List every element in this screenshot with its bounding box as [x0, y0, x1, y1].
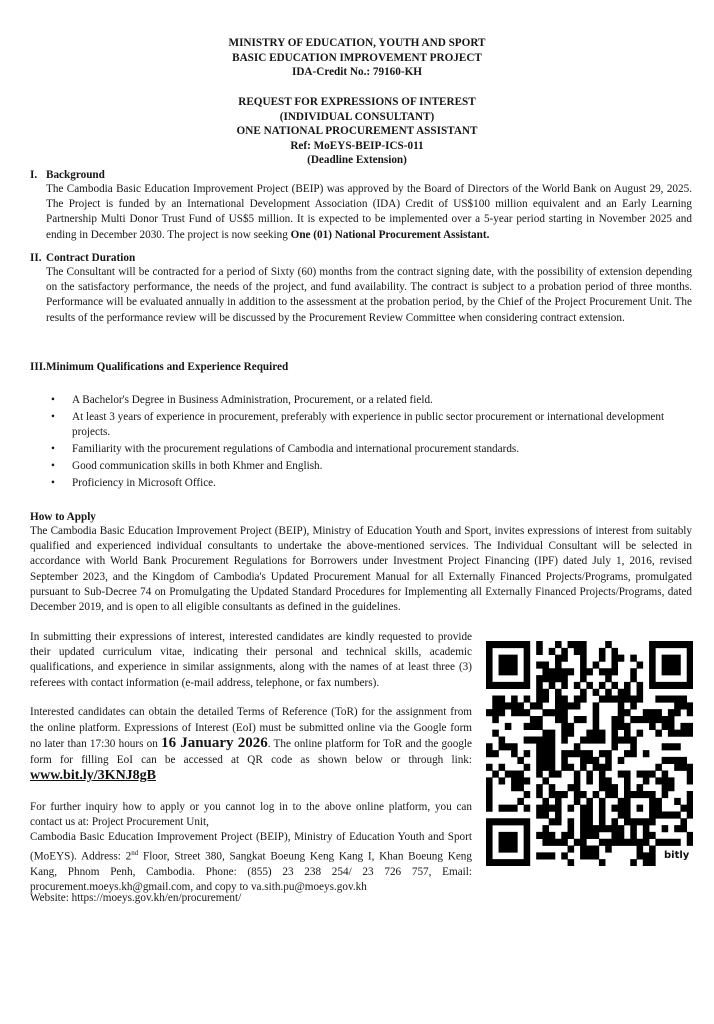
list-item-text: Familiarity with the procurement regulations of Cambodia and international procurement standards. [72, 443, 520, 456]
list-item-text: At least 3 years of experience in procurement, preferably with experience in public sector procurement or international development projects. [72, 410, 665, 439]
document-header [0, 36, 714, 80]
list-item-text: Proficiency in Microsoft Office. [72, 477, 216, 490]
position-title: ONE NATIONAL PROCUREMENT ASSISTANT [236, 125, 478, 138]
how-to-apply-heading: How to Apply [30, 511, 96, 523]
consultant-type: (INDIVIDUAL CONSULTANT) [279, 110, 435, 123]
notice-title-block [0, 95, 714, 168]
list-item [46, 442, 666, 457]
section-background-heading [30, 168, 105, 182]
bullet-icon: • [51, 394, 55, 406]
section-contract-heading [30, 251, 135, 265]
qualifications-list [46, 393, 666, 493]
tor-text-continued: . The online platform for ToR and the google form for filling EoI can be accessed at QR code as shown below or through link: [30, 738, 473, 766]
qr-code-icon [486, 641, 693, 866]
contact-address-text: Cambodia Basic Education Improvement Project (BEIP), Ministry of Education Youth and Sport (MoEYS). Address: 2 [30, 831, 472, 863]
section-title: Minimum Qualifications and Experience Required [46, 361, 289, 373]
qr-code[interactable] [486, 641, 693, 866]
contact-details [30, 830, 472, 895]
contact-address-continued: Floor, Street 380, Sangkat Boeung Keng Kang I, Khan Boeung Keng Kang, Phnom Penh, Cambodia. Phone: (855) 23 238 254/ 23 726 757, Email: procurement.moeys.kh@gmail.com, and copy to va.sith.pu@moeys.gov.kh [30, 850, 472, 893]
project-name: BASIC EDUCATION IMPROVEMENT PROJECT [232, 51, 482, 64]
bullet-icon: • [51, 443, 55, 456]
contact-paragraph [30, 800, 472, 895]
section-title: Contract Duration [46, 252, 136, 264]
bullet-icon: • [51, 460, 55, 473]
section-number: II. [30, 252, 42, 264]
deadline-date: 16 January 2026 [161, 735, 268, 752]
background-paragraph [46, 182, 692, 243]
how-to-apply-paragraph: The Cambodia Basic Education Improvement Project (BEIP), Ministry of Education Youth and Sport, invites expressions of interest from suitably qualified and experienced individual consultants to undertake the above-mentioned services. The Individual Consultant will be selected in accordance with World Bank Procurement Regulations for Borrowers under Investment Project Financing (IPF) dated July 1, 2016, revised September 2023, and the Kingdom of Cambodia's Updated Procurement Manual for all Externally Financed Projects/Programs, promulgated pursuant to Sub-Decree 74 on Promulgating the Updated Standard Procedures for Implementing all Externally Financed Projects/Programs, dated December 2019, and is open to all eligible consultants as defined in the guidelines. [30, 525, 692, 614]
list-item [46, 459, 666, 474]
bullet-icon: • [51, 410, 55, 423]
background-text: The Cambodia Basic Education Improvement Project (BEIP) was approved by the Board of Directors of the World Bank on August 29, 2025. The Project is funded by an International Development Association (IDA) Credit of US$100 million equivalent and an Early Learning Partnership Multi Donor Trust Fund of US$5 million. It is expected to be implemented over a 5-year period starting in November 2025 and ending in December 2030. The project is now seeking [46, 183, 692, 241]
section-title: Background [46, 169, 105, 181]
tor-text: Interested candidates can obtain the detailed Terms of Reference (ToR) for the assignment from the online platform. Expressions of Interest (EoI) must be submitted online via the Google form no later than 17:30 hours on [30, 706, 472, 751]
list-item-text: Good communication skills in both Khmer and English. [72, 460, 323, 473]
website-line: Website: https://moeys.gov.kh/en/procurement/ [30, 892, 242, 904]
reference-number: Ref: MoEYS-BEIP-ICS-011 [290, 139, 424, 152]
tor-paragraph [30, 705, 472, 785]
bullet-icon: • [51, 477, 55, 490]
list-item [46, 476, 666, 491]
floor-superscript: nd [131, 848, 139, 857]
application-link[interactable]: www.bit.ly/3KNJ8gB [30, 768, 157, 784]
contact-intro: For further inquiry how to apply or you cannot log in to the above online platform, you can contact us at: Project Procurement Unit, [30, 801, 472, 829]
credit-number: IDA-Credit No.: 79160-KH [292, 66, 422, 79]
submission-paragraph: In submitting their expressions of interest, interested candidates are kindly requested to provide their updated curriculum vitae, indicating their personal and technical skills, academic qualifications, and experience in similar assignments, along with the names of at least three (3) referees with contact information (e-mail address, telephone, or fax numbers). [30, 631, 472, 689]
notice-title: REQUEST FOR EXPRESSIONS OF INTEREST [238, 96, 476, 108]
list-item [46, 393, 666, 408]
section-number: III. [30, 361, 46, 373]
position-sought: One (01) National Procurement Assistant. [290, 228, 490, 241]
ministry-name: MINISTRY OF EDUCATION, YOUTH AND SPORT [228, 37, 486, 49]
contract-duration-paragraph: The Consultant will be contracted for a period of Sixty (60) months from the contract signing date, with the possibility of extension depending on the satisfactory performance, the needs of the project, and fund availability. The contract is subject to a probation period of three months. Performance will be evaluated annually in addition to the assessment at the probation period, by the Chief of the Project Procurement Unit. The results of the performance review will be discussed by the Procurement Review Committee when considering contract extension. [46, 266, 692, 324]
list-item-text: A Bachelor's Degree in Business Administration, Procurement, or a related field. [72, 394, 433, 406]
list-item [46, 410, 666, 441]
bitly-logo: bitly [664, 850, 690, 861]
section-number: I. [30, 169, 38, 181]
section-qualifications-heading [30, 360, 288, 374]
deadline-extension-note: (Deadline Extension) [307, 154, 407, 167]
